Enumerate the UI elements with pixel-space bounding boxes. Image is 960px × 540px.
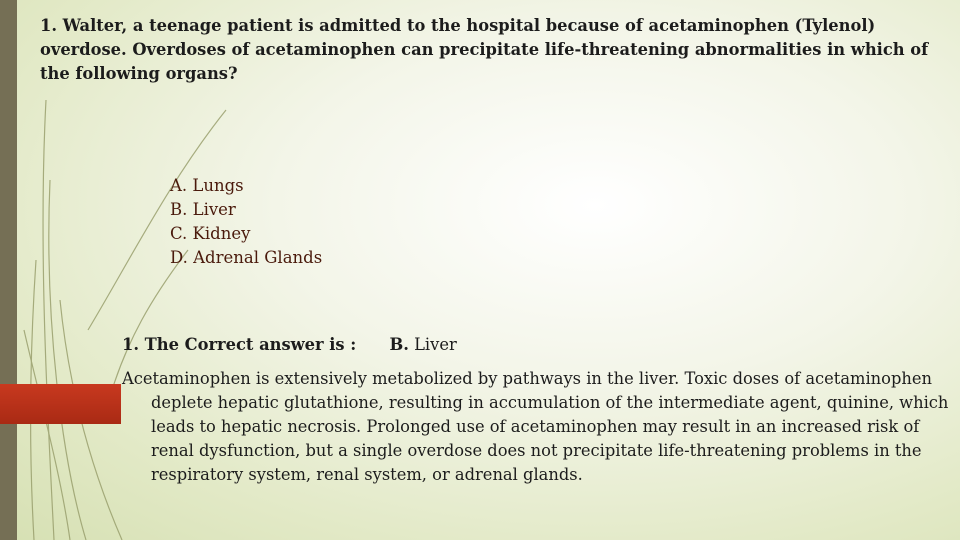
correct-answer-value: Liver	[414, 335, 457, 354]
option-b: B. Liver	[170, 200, 236, 219]
correct-answer	[122, 333, 457, 357]
accent-tab	[0, 384, 121, 424]
question-text: 1. Walter, a teenage patient is admitted to the hospital because of acetaminophen (Tylenol) overdose. Overdoses of acetaminophen can precipitate life-threatening abnormalities in which of the following organs?	[40, 16, 929, 83]
option-a: A. Lungs	[170, 176, 244, 195]
answer-options	[170, 174, 322, 270]
explanation-text: Acetaminophen is extensively metabolized by pathways in the liver. Toxic doses of acetaminophen deplete hepatic glutathione, resulting in accumulation of the intermediate agent, quinine, which leads to hepatic necrosis. Prolonged use of acetaminophen may result in an increased risk of renal dysfunction, but a single overdose does not precipitate life-threatening problems in the respiratory system, renal system, or adrenal glands.	[122, 369, 949, 484]
left-sidebar-bar	[0, 0, 17, 540]
option-c: C. Kidney	[170, 224, 251, 243]
option-d: D. Adrenal Glands	[170, 248, 323, 267]
correct-answer-letter: B.	[389, 335, 409, 354]
correct-answer-label: 1. The Correct answer is :	[122, 335, 357, 354]
